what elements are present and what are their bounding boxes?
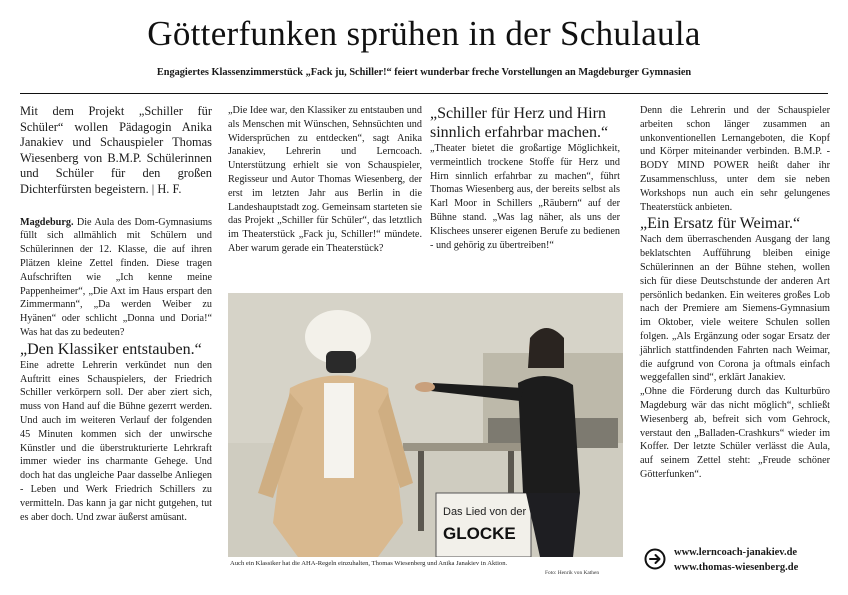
subheading-1: „Den Klassiker entstauben.“ — [20, 340, 202, 358]
column-4 — [640, 104, 830, 482]
subheadline: Engagiertes Klassenzimmerstück „Fack ju, Schiller!“ feiert wunderbar freche Vorstellungen an Magdeburger Gymnasien — [156, 67, 692, 78]
paragraph-6: Nach dem überraschenden Ausgang der lang beklatschten Aufführung bleiben einige Schülerinnen an der Bühne stehen, wollen sich für diese Deutschstunde der anderen Art persönlich bedanken. Ein weiteres großes Lob nach der Premiere am Siemens-Gymnasium im Oktober, viele weitere Schulen sollen folgen. „Als Ergänzung oder sogar Ersatz der jährlich stattfindenden Fahrten nach Weimar, die aufgrund von Corona ja oftmals einfach weggefallen sind“, erklärt Janakiev. — [640, 234, 830, 384]
link-lerncoach[interactable]: www.lerncoach-janakiev.de — [674, 547, 798, 558]
column-2 — [228, 104, 422, 256]
leather-jacket — [518, 376, 580, 493]
sign-line-1: Das Lied von der — [443, 506, 527, 518]
paragraph-2: Eine adrette Lehrerin verkündet nun den Auftritt eines Schauspielers, der Friedrich Schiller verkörpern soll. Der aber ziert sich, muss von Hand auf die Bühne gezerrt werden. Und auch im weiteren Verlauf der folgenden 45 Minuten kommen sich der unwirsche Künstler und die überstrukturierte Lehrkraft immer wieder ins charmante Gehege. Und doch hat das ungleiche Paar dasselbe Anliegen - Leben und Werk Friedrich Schillers zu vermitteln. Das kann ja gar nicht gutgehen, tut es aber doch. Und zwar äußerst amüsant. — [20, 359, 212, 523]
paragraph-7: „Ohne die Förderung durch das Kulturbüro Magdeburg wär das nicht möglich“, schließt Wiesenberg ab, befreit sich vom Gehrock, verstaut den „Balladen-Crashkurs“ wieder im Koffer. Der letzte Schüler verlässt die Aula, auf seinem Zettel steht: „Freude schöner Götterfunken“. — [640, 386, 830, 480]
dateline: Magdeburg. — [20, 216, 74, 228]
link-wiesenberg[interactable]: www.thomas-wiesenberg.de — [674, 562, 799, 573]
paragraph-5: Denn die Lehrerin und der Schauspieler arbeiten schon länger zusammen an unkonventionellen Lernangeboten, die Kopf und Körper miteinander verbinden. B.M.P. - BODY MIND POWER heißt daher ihr Zusammenschluss, unter dem sie neben Workshops nun auch ein sehr gelungenes Theaterstück anbieten. — [640, 105, 830, 213]
headline: Götterfunken sprühen in der Schulaula — [147, 14, 701, 53]
lead-paragraph: Mit dem Projekt „Schiller für Schüler“ wollen Pädagogin Anika Janakiev und Schauspieler Thomas Wiesenberg von B.M.P. Schülerinnen und Schüler für den großen Dichterfürsten begeistern. | H. F. — [20, 104, 212, 196]
paragraph-1-text: Die Aula des Dom-Gymnasiums füllt sich allmählich mit Schülern und Schülerinnen der 12. Klasse, die auf ihren Plätzen kleine Zettel finden. Diese tragen Aufschriften wie „Ich kenne meine Pappenheimer“, „Die Axt im Haus erspart den Zimmermann“, „Da werden Weiber zu Hyänen“ oder schlicht „Donna und Doria!“ Was hat das zu bedeuten? — [20, 216, 212, 338]
paragraph-1 — [20, 216, 212, 340]
subheading-2: „Schiller für Herz und Hirn sinnlich erfahrbar machen.“ — [430, 105, 609, 141]
photo-caption: Auch ein Klassiker hat die AHA-Regeln einzuhalten, Thomas Wiesenberg und Anika Janakiev in Aktion. — [230, 560, 508, 567]
paragraph-4: „Theater bietet die großartige Möglichkeit, vermeintlich trockene Stoffe für Herz und Hirn sinnlich erfahrbar zu machen“, führt Thomas Wiesenberg aus, der bereits selbst als Karl Moor in Schillers „Räubern“ auf der Bühne stand. „Was lag näher, als uns der Klischees unserer eigenen Berufe zu bedienen - und gehörig zu übertreiben!“ — [430, 143, 620, 251]
paragraph-3: „Die Idee war, den Klassiker zu entstauben und als Menschen mit Wünschen, Sehnsüchten und Widersprüchen zu entdecken“, sagt Anika Janakiev, Lehrerin und Lerncoach. Unterstützung erhielt sie von Schauspieler, Regisseur und Autor Thomas Wiesenberg, der erst im letzten Jahr aus Berlin in die Landeshauptstadt zog. Gemeinsam starteten sie das Projekt „Schiller für Schüler“, das letztlich im Theaterstück „Fack ju, Schiller!“ mündete. Aber warum gerade ein Theaterstück? — [228, 105, 422, 254]
gas-mask — [326, 351, 356, 373]
stage-scene-illustration — [228, 293, 623, 557]
top-rule — [20, 93, 828, 94]
arrow-right-circle-icon — [644, 548, 666, 570]
photo-credit: Foto: Henrik von Kathen — [545, 570, 600, 576]
article-photo — [228, 293, 623, 557]
subheading-3: „Ein Ersatz für Weimar.“ — [640, 215, 801, 233]
sign-line-2: GLOCKE — [443, 524, 516, 543]
column-3 — [430, 104, 620, 252]
column-1 — [20, 104, 212, 524]
